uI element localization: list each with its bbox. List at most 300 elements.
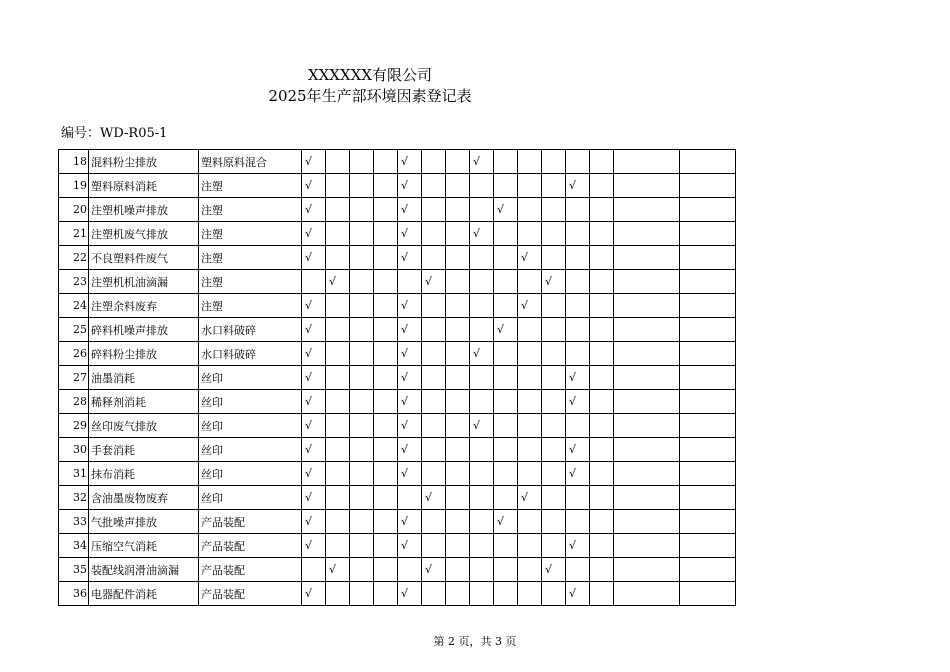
check-cell — [542, 294, 566, 318]
check-cell — [566, 150, 590, 174]
row-number: 21 — [59, 222, 89, 246]
activity: 产品装配 — [199, 558, 302, 582]
table-row — [59, 390, 736, 414]
check-cell — [542, 366, 566, 390]
check-cell: √ — [398, 246, 422, 270]
blank-cell — [614, 150, 680, 174]
check-cell — [494, 342, 518, 366]
check-cell: √ — [566, 174, 590, 198]
check-cell — [350, 246, 374, 270]
activity: 水口料破碎 — [199, 318, 302, 342]
check-cell — [422, 534, 446, 558]
check-cell — [542, 390, 566, 414]
environmental-factor: 装配线润滑油滴漏 — [89, 558, 199, 582]
activity: 丝印 — [199, 366, 302, 390]
check-cell — [494, 366, 518, 390]
check-cell — [518, 174, 542, 198]
check-cell — [590, 366, 614, 390]
check-cell — [542, 342, 566, 366]
check-cell — [326, 486, 350, 510]
row-number: 24 — [59, 294, 89, 318]
check-cell — [446, 294, 470, 318]
check-cell: √ — [494, 510, 518, 534]
activity: 注塑 — [199, 174, 302, 198]
check-cell — [422, 246, 446, 270]
check-cell — [374, 582, 398, 606]
check-cell — [494, 414, 518, 438]
check-cell — [446, 198, 470, 222]
table-row — [59, 486, 736, 510]
check-cell — [470, 510, 494, 534]
check-cell: √ — [566, 366, 590, 390]
check-cell — [350, 222, 374, 246]
row-number: 30 — [59, 438, 89, 462]
check-cell — [422, 390, 446, 414]
table-row — [59, 294, 736, 318]
check-cell — [470, 558, 494, 582]
check-cell — [326, 414, 350, 438]
check-cell — [446, 174, 470, 198]
environmental-factor: 抹布消耗 — [89, 462, 199, 486]
check-cell: √ — [518, 294, 542, 318]
blank-cell — [680, 534, 736, 558]
blank-cell — [680, 174, 736, 198]
table-row — [59, 342, 736, 366]
check-cell — [470, 174, 494, 198]
check-cell — [374, 222, 398, 246]
check-cell — [590, 414, 614, 438]
check-cell — [446, 342, 470, 366]
check-cell — [470, 438, 494, 462]
check-cell: √ — [302, 366, 326, 390]
check-cell: √ — [470, 342, 494, 366]
check-cell — [350, 342, 374, 366]
blank-cell — [614, 510, 680, 534]
row-number: 26 — [59, 342, 89, 366]
check-cell — [374, 558, 398, 582]
check-cell — [374, 294, 398, 318]
check-cell — [590, 390, 614, 414]
blank-cell — [680, 246, 736, 270]
check-cell: √ — [302, 342, 326, 366]
check-cell — [518, 270, 542, 294]
check-cell — [446, 246, 470, 270]
check-cell — [494, 390, 518, 414]
activity: 丝印 — [199, 438, 302, 462]
check-cell — [494, 462, 518, 486]
check-cell — [518, 438, 542, 462]
form-code: 编号：WD-R05-1 — [61, 126, 168, 141]
check-cell: √ — [518, 486, 542, 510]
check-cell — [590, 342, 614, 366]
check-cell: √ — [398, 294, 422, 318]
check-cell — [518, 582, 542, 606]
check-cell: √ — [398, 534, 422, 558]
check-cell — [566, 486, 590, 510]
check-cell — [422, 222, 446, 246]
check-cell: √ — [398, 198, 422, 222]
row-number: 18 — [59, 150, 89, 174]
check-cell: √ — [566, 438, 590, 462]
row-number: 20 — [59, 198, 89, 222]
row-number: 36 — [59, 582, 89, 606]
check-cell — [446, 318, 470, 342]
table-row — [59, 366, 736, 390]
blank-cell — [680, 414, 736, 438]
activity: 注塑 — [199, 222, 302, 246]
blank-cell — [680, 510, 736, 534]
blank-cell — [680, 438, 736, 462]
check-cell — [494, 438, 518, 462]
row-number: 32 — [59, 486, 89, 510]
environmental-factor: 电器配件消耗 — [89, 582, 199, 606]
activity: 丝印 — [199, 486, 302, 510]
activity: 丝印 — [199, 414, 302, 438]
check-cell: √ — [470, 150, 494, 174]
blank-cell — [680, 342, 736, 366]
blank-cell — [614, 486, 680, 510]
check-cell — [350, 150, 374, 174]
check-cell — [422, 174, 446, 198]
environmental-factor: 碎料机噪声排放 — [89, 318, 199, 342]
check-cell — [422, 318, 446, 342]
blank-cell — [614, 342, 680, 366]
check-cell — [374, 270, 398, 294]
check-cell — [446, 534, 470, 558]
check-cell: √ — [302, 486, 326, 510]
check-cell — [326, 150, 350, 174]
check-cell — [446, 222, 470, 246]
check-cell: √ — [398, 222, 422, 246]
environmental-factor: 碎料粉尘排放 — [89, 342, 199, 366]
page-footer: 第 2 页，共 3 页 — [433, 635, 517, 648]
check-cell — [446, 390, 470, 414]
check-cell — [470, 582, 494, 606]
blank-cell — [680, 222, 736, 246]
blank-cell — [680, 462, 736, 486]
check-cell — [542, 486, 566, 510]
check-cell — [326, 462, 350, 486]
check-cell — [590, 150, 614, 174]
check-cell: √ — [302, 510, 326, 534]
check-cell: √ — [398, 414, 422, 438]
check-cell — [374, 486, 398, 510]
row-number: 22 — [59, 246, 89, 270]
check-cell — [470, 318, 494, 342]
check-cell — [494, 558, 518, 582]
row-number: 28 — [59, 390, 89, 414]
check-cell — [326, 390, 350, 414]
check-cell — [470, 246, 494, 270]
table-row — [59, 438, 736, 462]
row-number: 27 — [59, 366, 89, 390]
activity: 产品装配 — [199, 534, 302, 558]
check-cell — [326, 534, 350, 558]
blank-cell — [680, 318, 736, 342]
check-cell — [374, 318, 398, 342]
check-cell — [470, 390, 494, 414]
check-cell — [422, 342, 446, 366]
table-row — [59, 270, 736, 294]
check-cell — [422, 414, 446, 438]
environmental-factor: 注塑余料废弃 — [89, 294, 199, 318]
check-cell — [350, 510, 374, 534]
check-cell: √ — [398, 366, 422, 390]
check-cell — [590, 510, 614, 534]
check-cell: √ — [398, 510, 422, 534]
check-cell: √ — [326, 558, 350, 582]
check-cell — [494, 174, 518, 198]
check-cell — [542, 462, 566, 486]
check-cell — [542, 246, 566, 270]
check-cell — [566, 414, 590, 438]
environmental-factor: 不良塑料件废气 — [89, 246, 199, 270]
check-cell — [326, 222, 350, 246]
check-cell — [326, 174, 350, 198]
check-cell: √ — [542, 270, 566, 294]
check-cell — [542, 318, 566, 342]
check-cell — [326, 438, 350, 462]
check-cell — [302, 558, 326, 582]
check-cell — [494, 270, 518, 294]
table-row — [59, 198, 736, 222]
check-cell — [590, 462, 614, 486]
check-cell: √ — [302, 294, 326, 318]
check-cell — [494, 246, 518, 270]
check-cell — [518, 198, 542, 222]
check-cell — [446, 414, 470, 438]
check-cell — [590, 486, 614, 510]
check-cell — [518, 150, 542, 174]
check-cell: √ — [398, 582, 422, 606]
check-cell — [350, 486, 374, 510]
blank-cell — [614, 270, 680, 294]
row-number: 34 — [59, 534, 89, 558]
blank-cell — [680, 486, 736, 510]
environmental-factor-table — [58, 149, 736, 606]
check-cell: √ — [398, 174, 422, 198]
check-cell — [542, 510, 566, 534]
check-cell — [518, 390, 542, 414]
check-cell — [566, 342, 590, 366]
check-cell — [566, 318, 590, 342]
check-cell — [326, 582, 350, 606]
check-cell — [350, 270, 374, 294]
row-number: 31 — [59, 462, 89, 486]
check-cell — [398, 558, 422, 582]
check-cell — [542, 174, 566, 198]
activity: 注塑 — [199, 198, 302, 222]
check-cell: √ — [542, 558, 566, 582]
check-cell — [350, 318, 374, 342]
table-row — [59, 222, 736, 246]
check-cell — [350, 174, 374, 198]
check-cell: √ — [326, 270, 350, 294]
check-cell: √ — [302, 582, 326, 606]
check-cell — [422, 198, 446, 222]
environmental-factor: 含油墨废物废弃 — [89, 486, 199, 510]
check-cell — [374, 510, 398, 534]
check-cell: √ — [398, 318, 422, 342]
check-cell — [374, 150, 398, 174]
environmental-factor: 油墨消耗 — [89, 366, 199, 390]
table-row — [59, 246, 736, 270]
check-cell — [326, 318, 350, 342]
check-cell — [566, 246, 590, 270]
activity: 注塑 — [199, 294, 302, 318]
blank-cell — [680, 390, 736, 414]
blank-cell — [614, 246, 680, 270]
check-cell — [590, 318, 614, 342]
check-cell: √ — [302, 534, 326, 558]
check-cell — [374, 390, 398, 414]
row-number: 25 — [59, 318, 89, 342]
check-cell: √ — [566, 390, 590, 414]
check-cell — [518, 414, 542, 438]
activity: 水口料破碎 — [199, 342, 302, 366]
check-cell: √ — [494, 318, 518, 342]
check-cell — [518, 510, 542, 534]
environmental-factor: 手套消耗 — [89, 438, 199, 462]
check-cell: √ — [302, 438, 326, 462]
check-cell — [542, 414, 566, 438]
check-cell — [326, 294, 350, 318]
environmental-factor: 气批噪声排放 — [89, 510, 199, 534]
check-cell — [494, 582, 518, 606]
check-cell — [470, 198, 494, 222]
check-cell — [446, 558, 470, 582]
check-cell — [374, 366, 398, 390]
check-cell — [422, 366, 446, 390]
check-cell — [542, 222, 566, 246]
check-cell — [398, 270, 422, 294]
environmental-factor: 注塑机废气排放 — [89, 222, 199, 246]
blank-cell — [614, 294, 680, 318]
check-cell — [350, 438, 374, 462]
blank-cell — [614, 174, 680, 198]
activity: 丝印 — [199, 462, 302, 486]
blank-cell — [614, 414, 680, 438]
activity: 注塑 — [199, 270, 302, 294]
check-cell — [494, 486, 518, 510]
check-cell — [494, 294, 518, 318]
table-row — [59, 558, 736, 582]
check-cell — [542, 198, 566, 222]
environmental-factor: 稀释剂消耗 — [89, 390, 199, 414]
check-cell — [590, 558, 614, 582]
check-cell — [422, 462, 446, 486]
check-cell — [350, 198, 374, 222]
table-row — [59, 462, 736, 486]
check-cell — [518, 342, 542, 366]
check-cell — [350, 294, 374, 318]
check-cell: √ — [518, 246, 542, 270]
check-cell — [542, 150, 566, 174]
check-cell — [590, 438, 614, 462]
blank-cell — [680, 558, 736, 582]
table-row — [59, 150, 736, 174]
table-row — [59, 510, 736, 534]
check-cell — [446, 366, 470, 390]
check-cell — [446, 582, 470, 606]
check-cell — [374, 438, 398, 462]
check-cell: √ — [422, 270, 446, 294]
environmental-factor: 注塑机噪声排放 — [89, 198, 199, 222]
check-cell — [470, 462, 494, 486]
check-cell — [566, 222, 590, 246]
check-cell: √ — [398, 438, 422, 462]
check-cell: √ — [422, 486, 446, 510]
blank-cell — [614, 462, 680, 486]
check-cell — [590, 222, 614, 246]
blank-cell — [680, 270, 736, 294]
check-cell — [470, 270, 494, 294]
blank-cell — [614, 198, 680, 222]
row-number: 29 — [59, 414, 89, 438]
check-cell — [422, 510, 446, 534]
blank-cell — [614, 366, 680, 390]
check-cell — [518, 318, 542, 342]
check-cell — [446, 510, 470, 534]
activity: 产品装配 — [199, 582, 302, 606]
row-number: 35 — [59, 558, 89, 582]
check-cell — [302, 270, 326, 294]
blank-cell — [614, 390, 680, 414]
blank-cell — [614, 438, 680, 462]
check-cell — [350, 558, 374, 582]
check-cell: √ — [470, 414, 494, 438]
check-cell — [326, 510, 350, 534]
check-cell — [422, 438, 446, 462]
check-cell — [590, 582, 614, 606]
check-cell — [326, 246, 350, 270]
check-cell — [470, 486, 494, 510]
form-title: 2025年生产部环境因素登记表 — [268, 87, 472, 105]
check-cell: √ — [302, 150, 326, 174]
check-cell — [350, 390, 374, 414]
check-cell — [374, 342, 398, 366]
check-cell — [542, 438, 566, 462]
blank-cell — [614, 558, 680, 582]
check-cell: √ — [302, 222, 326, 246]
company-name: XXXXXX有限公司 — [307, 66, 433, 84]
row-number: 23 — [59, 270, 89, 294]
check-cell: √ — [302, 318, 326, 342]
check-cell — [374, 462, 398, 486]
check-cell — [518, 222, 542, 246]
check-cell — [350, 534, 374, 558]
check-cell — [518, 534, 542, 558]
check-cell: √ — [302, 246, 326, 270]
check-cell — [446, 270, 470, 294]
check-cell — [446, 438, 470, 462]
environmental-factor: 塑料原料消耗 — [89, 174, 199, 198]
check-cell — [590, 534, 614, 558]
check-cell: √ — [494, 198, 518, 222]
check-cell — [518, 558, 542, 582]
blank-cell — [680, 366, 736, 390]
check-cell — [350, 462, 374, 486]
check-cell: √ — [302, 390, 326, 414]
row-number: 33 — [59, 510, 89, 534]
blank-cell — [614, 534, 680, 558]
check-cell — [470, 366, 494, 390]
activity: 产品装配 — [199, 510, 302, 534]
table-row — [59, 534, 736, 558]
check-cell: √ — [302, 462, 326, 486]
check-cell — [374, 246, 398, 270]
check-cell — [566, 198, 590, 222]
